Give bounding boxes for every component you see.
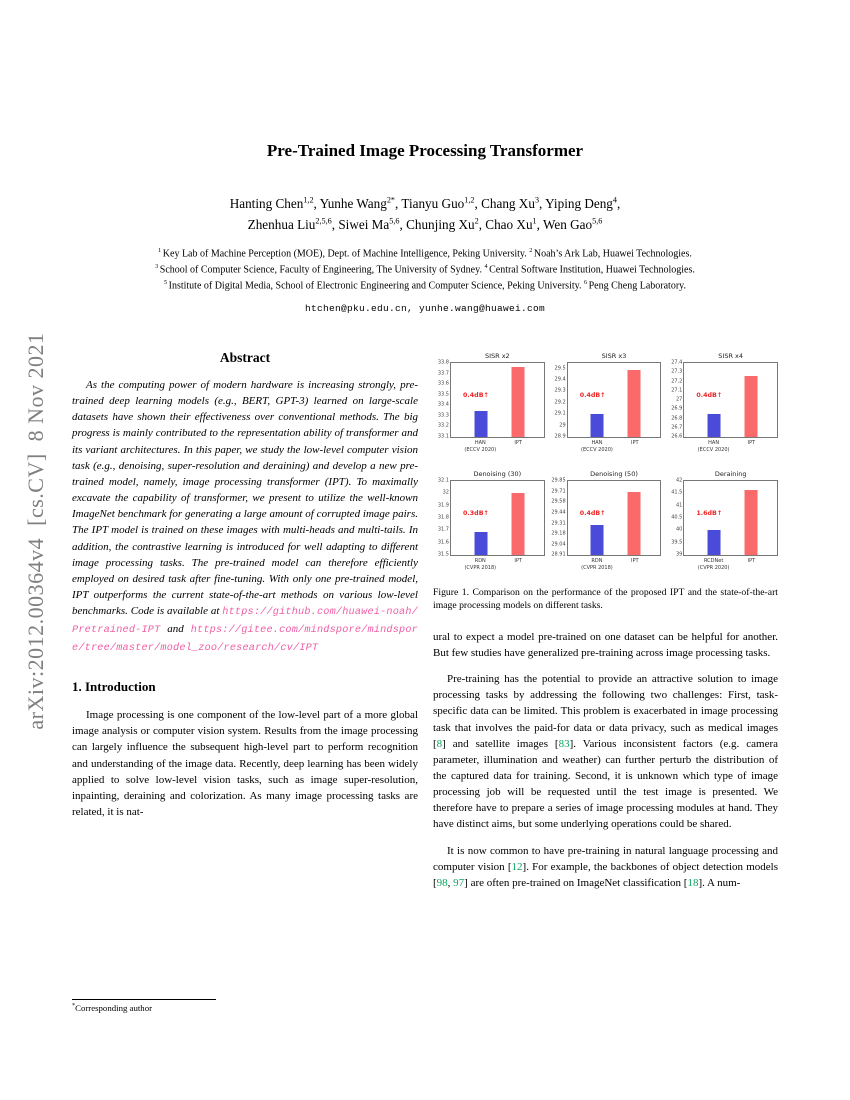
chart-title: SISR x4 [718, 352, 744, 360]
y-tick-label: 29.3 [554, 387, 566, 394]
y-tick-label: 39 [675, 551, 683, 558]
author-line: Hanting Chen$^{1,2}$, Yunhe Wang$^{2*}$, Tianyu Guo$^{1,2}$, Chang Xu$^3$, Yiping Deng$^4$, [229, 195, 621, 211]
author-emails: htchen@pku.edu.cn, yunhe.wang@huawei.com [304, 302, 546, 314]
x-axis-labels [450, 438, 545, 454]
affiliation-lines [72, 246, 778, 293]
y-tick-label: 33.5 [437, 391, 449, 398]
y-tick-label: 27.2 [671, 378, 683, 384]
citation-link[interactable]: 18 [687, 876, 699, 889]
footnote-block [72, 999, 418, 1013]
affiliation-line: $^3$ School of Computer Science, Faculty of Engineering, The University of Sydney. $^4$ Central Software Institution, Huawei Technologies. [155, 263, 695, 276]
author-line: Zhenhua Liu$^{2,5,6}$, Siwei Ma$^{5,6}$, Chunjing Xu$^2$, Chao Xu$^1$, Wen Gao$^{5,6}$ [247, 216, 603, 233]
y-tick-label: 41.5 [671, 489, 683, 496]
gain-annotation: 0.4dB↑ [696, 391, 723, 399]
arxiv-watermark: arXiv:2012.00364v4 [cs.CV] 8 Nov 2021 [23, 332, 48, 730]
baseline-bar [591, 525, 604, 555]
baseline-bar [707, 530, 720, 555]
citation-link[interactable]: 83 [558, 737, 570, 750]
intro-paragraph: Image processing is one component of the low-level part of a more global image analysis or computer vision system. Results from the image processing can largely influence the subsequent high-level part to perform recognition and understanding of the image data. Recently, deep learning has been widely applied to solve low-level vision tasks, such as image super-resolution, inpainting, deraining and colorization. As many image processing tasks are related, it is nat- [72, 709, 418, 819]
affiliation-line: $^5$ Institute of Digital Media, School of Electronic Engineering and Computer Science, Peking University. $^6$ Peng Cheng Laboratory. [163, 278, 687, 292]
x-tick-label: RDN (CVPR 2018) [581, 558, 613, 571]
mini-chart-denoising-30- [433, 470, 545, 572]
chart-plot-area [551, 477, 662, 558]
gain-annotation: 0.3dB↑ [463, 509, 489, 517]
ipt-bar [628, 370, 641, 437]
citation-link[interactable]: 97 [453, 876, 465, 889]
y-tick-label: 33.1 [437, 433, 449, 440]
y-tick-label: 28.9 [554, 433, 566, 440]
chart-title: Deraining [714, 470, 747, 478]
baseline-bar [474, 411, 487, 437]
y-tick-label: 29.4 [554, 376, 566, 383]
y-tick-label: 31.7 [437, 526, 449, 533]
y-tick-label: 33.6 [437, 380, 449, 387]
chart-plot-area [437, 477, 545, 558]
figure-caption: Figure 1. Comparison on the performance of the proposed IPT and the state-of-the-art image processing models on different tasks. [433, 587, 778, 612]
x-tick-label: IPT [514, 440, 522, 446]
y-tick-label: 27.1 [671, 387, 683, 394]
footnote-rule [72, 999, 216, 1000]
ipt-bar [511, 493, 524, 555]
y-tick-label: 33.7 [437, 370, 449, 377]
gain-annotation: 0.4dB↑ [579, 391, 606, 399]
x-axis-labels [450, 556, 545, 572]
mini-chart-sisr-x2 [433, 352, 545, 454]
x-axis-labels [567, 438, 662, 454]
author-lines [72, 193, 778, 235]
y-tick-label: 29.58 [551, 498, 566, 505]
x-tick-label: RCDNet (CVPR 2020) [697, 558, 730, 571]
ipt-bar [745, 376, 758, 437]
x-axis-labels [683, 438, 778, 454]
chart-plot-area [671, 359, 778, 440]
y-tick-label: 31.8 [437, 514, 449, 521]
gain-annotation: 1.6dB↑ [696, 509, 723, 517]
right-column [433, 352, 778, 901]
paragraph-pretraining-challenges: Pre-training has the potential to provide an attractive solution to image processing tasks by addressing the following two challenges: First, task-specific data can be limited. This problem is exacerbated in image processing task that involves the paid-for data or data privacy, such as medical images [8] and satellite images [83]. Various inconsistent factors (e.g. camera parameter, illumination and weather) can further perturb the distribution of the captured data for training. Second, it is unknown which type of image processing job will be requested until the test image is presented. We therefore have to prepare a series of image processing modules at hand. They have distinct aims, but some underlying operations could be shared. [433, 673, 778, 831]
y-tick-label: 40 [675, 526, 683, 533]
y-tick-label: 32.1 [437, 477, 449, 484]
y-tick-label: 33.3 [437, 412, 449, 419]
y-tick-label: 29.04 [551, 541, 566, 548]
x-tick-label: IPT [631, 558, 639, 564]
section-heading-introduction: 1. Introduction [72, 679, 156, 695]
abstract-and: and [160, 623, 191, 636]
chart-title: Denoising (30) [473, 470, 522, 478]
y-tick-label: 29.1 [554, 410, 566, 417]
chart-plot-area [671, 477, 778, 558]
baseline-bar [474, 532, 487, 555]
y-tick-label: 42 [675, 477, 683, 484]
y-tick-label: 31.9 [437, 502, 449, 509]
y-tick-label: 31.5 [437, 551, 449, 558]
x-tick-label: IPT [631, 440, 639, 446]
footnote-marker: * [72, 1003, 76, 1010]
y-tick-label: 27.3 [671, 368, 683, 375]
y-tick-label: 26.6 [671, 433, 683, 440]
y-tick-label: 29.31 [551, 520, 566, 527]
y-tick-label: 27 [675, 396, 683, 403]
chart-title: Denoising (50) [590, 470, 638, 478]
y-tick-label: 40.5 [671, 514, 683, 521]
mini-chart-sisr-x3 [550, 352, 662, 454]
y-tick-label: 28.91 [551, 551, 566, 558]
paragraph-continuation: ural to expect a model pre-trained on one dataset can be helpful for another. But few studies have generalized pre-training across image processing tasks. [433, 630, 778, 659]
x-axis-labels [567, 556, 662, 572]
ipt-bar [745, 490, 758, 555]
paper-header [72, 141, 778, 314]
chart-plot-area [554, 362, 662, 440]
x-tick-label: RDN (CVPR 2018) [464, 558, 497, 571]
left-column [72, 350, 418, 830]
affiliation-line: $^1$ Key Lab of Machine Perception (MOE), Dept. of Machine Intelligence, Peking University. $^2$ Noah’s Ark Lab, Huawei Technologies. [158, 247, 692, 260]
ipt-bar [628, 492, 641, 555]
x-tick-label: HAN (ECCV 2020) [697, 440, 730, 453]
ipt-bar [511, 367, 524, 437]
y-tick-label: 31.6 [437, 539, 449, 546]
x-tick-label: HAN (ECCV 2020) [464, 440, 497, 453]
citation-link[interactable]: 8 [436, 737, 443, 750]
y-tick-label: 29.2 [554, 399, 566, 406]
paragraph-pretraining-common: It is now common to have pre-training in natural language processing and computer vision [12]. For example, the backbones of object detection models [98, 97] are often pre-trained on ImageNet classification [18]. A num- [433, 844, 778, 889]
abstract-text: As the computing power of modern hardware is increasing strongly, pre-trained deep learning models (e.g., BERT, GPT-3) learned on large-scale datasets have shown their effectiveness over conventional methods. The big progress is mainly contributed to the representation ability of transformer and its variant architectures. In this paper, we study the low-level computer vision task (e.g., denoising, super-resolution and deraining) and develop a new pre-trained model, namely, image processing transformer (IPT). To maximally excavate the capability of transformer, we present to utilize the well-known ImageNet benchmark for generating a large amount of corrupted image pairs. The IPT model is trained on these images with multi-heads and multi-tails. In addition, the contrastive learning is introduced for well adapting to different image processing tasks. The pre-trained model can therefore efficiently employed on desired task after fine-tuning. With only one pre-trained model, IPT outperforms the current state-of-the-art methods on various low-level benchmarks. Code is available at [72, 379, 418, 618]
gain-annotation: 0.4dB↑ [579, 509, 606, 517]
mini-chart-deraining [666, 470, 778, 572]
figure-charts [433, 352, 778, 572]
citation-link[interactable]: 12 [511, 860, 523, 873]
footnote-text: Corresponding author [75, 1003, 153, 1013]
y-tick-label: 29.44 [551, 509, 566, 516]
y-tick-label: 29.85 [551, 477, 566, 484]
chart-title: SISR x3 [601, 352, 627, 360]
corresponding-author-footnote [72, 1003, 418, 1013]
y-tick-label: 33.8 [437, 359, 449, 366]
paper-title: Pre-Trained Image Processing Transformer [266, 141, 584, 160]
y-tick-label: 33.4 [437, 401, 449, 408]
x-tick-label: HAN (ECCV 2020) [581, 440, 613, 453]
baseline-bar [591, 414, 604, 437]
abstract-heading: Abstract [219, 350, 271, 365]
chart-title: SISR x2 [484, 352, 510, 360]
figure-1 [433, 352, 778, 613]
y-tick-label: 39.5 [671, 539, 683, 546]
y-tick-label: 32 [442, 489, 449, 496]
y-tick-label: 26.9 [671, 405, 683, 412]
y-tick-label: 26.7 [671, 424, 683, 431]
gitee-code-link[interactable]: https://gitee.com/mindspore/mindspore/tree/master/model_zoo/research/cv/IPT [72, 625, 418, 655]
mini-chart-sisr-x4 [666, 352, 778, 454]
y-tick-label: 29.5 [554, 365, 566, 372]
github-code-link[interactable]: https://github.com/huawei-noah/Pretrained-IPT [72, 607, 418, 637]
y-tick-label: 29.18 [551, 530, 566, 537]
y-tick-label: 33.2 [437, 422, 449, 429]
baseline-bar [707, 414, 720, 437]
y-tick-label: 29.71 [551, 488, 566, 495]
citation-link[interactable]: 98 [436, 876, 448, 889]
y-tick-label: 29 [559, 422, 566, 429]
y-tick-label: 26.8 [671, 415, 683, 421]
x-axis-labels [683, 556, 778, 572]
x-tick-label: IPT [514, 558, 522, 564]
chart-plot-area [437, 359, 545, 440]
x-tick-label: IPT [747, 440, 756, 446]
mini-chart-denoising-50- [550, 470, 662, 572]
gain-annotation: 0.4dB↑ [463, 391, 489, 399]
y-tick-label: 27.4 [671, 359, 683, 366]
x-tick-label: IPT [747, 558, 756, 564]
abstract-body [72, 377, 418, 657]
y-tick-label: 41 [675, 502, 683, 509]
